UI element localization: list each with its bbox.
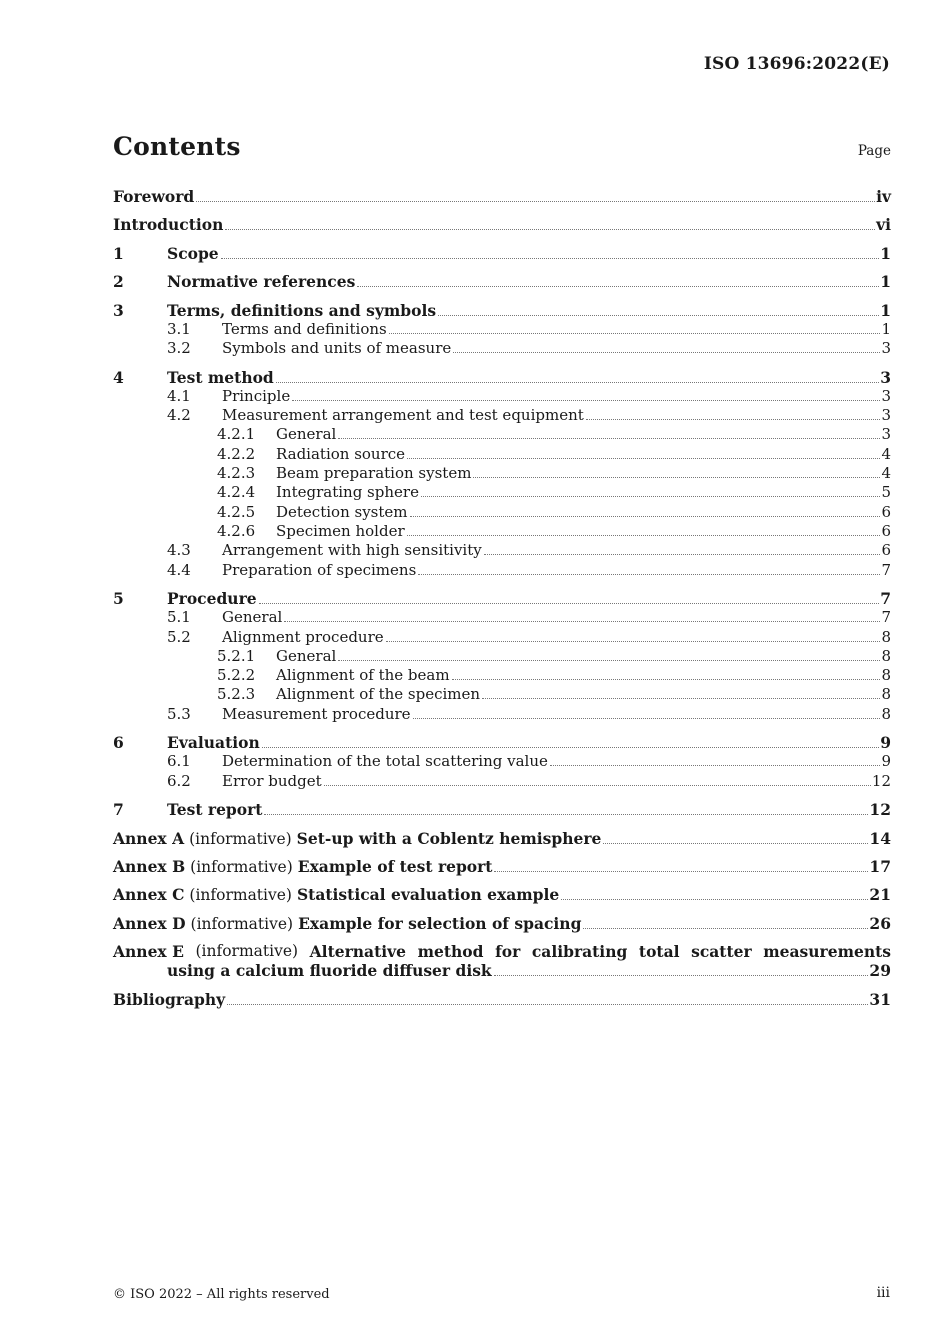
page-number: 12 [871,772,891,790]
toc-entry-annex[interactable] [113,857,891,876]
toc-entry[interactable] [113,561,891,580]
section-title: Alignment of the specimen [276,685,481,703]
toc-entry[interactable] [113,608,891,627]
dot-leader [494,870,868,872]
page-number: 7 [881,561,891,579]
dot-leader [494,974,869,976]
toc-entry[interactable] [113,272,891,291]
toc-entry[interactable] [113,301,891,320]
page-number: 8 [881,628,891,646]
section-number: 4.2.3 [217,464,256,482]
section-number: 4.2.2 [217,445,256,463]
page-number: 1 [881,320,891,338]
section-number: 4.3 [167,541,191,559]
section-title: Determination of the total scattering value [222,752,548,770]
section-number: 5 [113,589,124,608]
page-number: 1 [880,301,891,320]
toc-entry[interactable] [113,752,891,771]
dot-leader [292,399,880,401]
annex-title: Statistical evaluation example [296,885,560,904]
annex-e-word: calibrating [531,942,628,961]
section-title: Integrating sphere [276,483,419,501]
dot-leader [276,381,879,383]
section-title: Terms, definitions and symbols [167,301,437,320]
document-id: ISO 13696:2022(E) [703,54,890,74]
annex-type: (informative) [189,830,292,848]
section-title: Error budget [222,772,322,790]
toc-entry-annex[interactable] [113,829,891,848]
annex-e-title-continued: using a calcium fluoride diffuser disk [167,961,492,980]
dot-leader [586,418,881,420]
section-title: Measurement procedure [222,705,411,723]
dot-leader [453,351,880,353]
section-title: Arrangement with high sensitivity [222,541,482,559]
section-title: Radiation source [276,445,406,463]
dot-leader [421,495,881,497]
section-title: Scope [167,244,219,263]
section-title: General [276,647,337,665]
page-number: 9 [880,733,891,752]
annex-e-page: 29 [869,961,891,980]
section-title: Alignment of the beam [276,666,450,684]
toc-entry[interactable] [113,320,891,339]
page-number: 3 [880,368,891,387]
page-number: 1 [880,272,891,291]
toc-entry-annex[interactable] [113,914,891,933]
page-number: 12 [869,800,891,819]
dot-leader [561,898,868,900]
annex-label: Annex D [113,914,186,933]
section-title: Measurement arrangement and test equipment [222,406,584,424]
toc-entry[interactable] [113,368,891,387]
section-title: General [222,608,283,626]
section-number: 4.2 [167,406,191,424]
dot-leader [221,257,880,259]
section-number: 4.2.5 [217,503,256,521]
toc-entry[interactable] [113,215,891,234]
section-title: Alignment procedure [222,628,384,646]
annex-title: Set-up with a Coblentz hemisphere [296,829,602,848]
section-title: General [276,425,337,443]
contents-title: Contents [113,132,241,161]
section-number: 6.1 [167,752,191,770]
dot-leader [264,813,868,815]
section-title: Symbols and units of measure [222,339,452,357]
dot-leader [583,927,868,929]
toc-entry[interactable] [113,772,891,791]
annex-title: Example for selection of spacing [298,914,582,933]
dot-leader [196,200,875,202]
page-number: 26 [869,914,891,933]
toc-entry[interactable] [113,647,891,666]
page-number: 14 [869,829,891,848]
annex-e-word: measurements [763,942,891,961]
page-number: 7 [881,608,891,626]
dot-leader [338,659,880,661]
page-number: 8 [881,666,891,684]
toc-entry[interactable] [113,705,891,724]
section-number: 5.1 [167,608,191,626]
page-number: 17 [869,857,891,876]
page-number: 4 [881,464,891,482]
section-number: 5.2 [167,628,191,646]
dot-leader [225,228,875,230]
toc-entry-annex-e[interactable] [113,942,891,980]
section-number: 6.2 [167,772,191,790]
annex-label: Annex C [113,885,185,904]
dot-leader [389,332,881,334]
annex-e-title-line1 [113,942,891,961]
toc-entry[interactable] [113,339,891,358]
page-number: 4 [881,445,891,463]
section-number: 4.2.6 [217,522,256,540]
toc-entry[interactable] [113,483,891,502]
annex-type: (informative) [190,915,294,933]
annex-e-word: method [417,942,484,961]
page-number: 1 [880,244,891,263]
dot-leader [484,553,881,555]
toc-entry[interactable] [113,628,891,647]
section-number: 4.1 [167,387,191,405]
section-number: 3 [113,301,124,320]
toc-entry[interactable] [113,244,891,263]
section-number: 4.4 [167,561,191,579]
annex-type: (informative) [189,886,292,904]
dot-leader [418,573,880,575]
section-number: 3.2 [167,339,191,357]
section-number: 4 [113,368,124,387]
dot-leader [262,746,879,748]
annex-label: Annex B [113,857,186,876]
section-title: Foreword [113,187,195,206]
toc-entry[interactable] [113,187,891,206]
toc-entry[interactable] [113,425,891,444]
page-number: 21 [869,885,891,904]
dot-leader [357,285,879,287]
toc-entry-annex[interactable] [113,885,891,904]
section-number: 5.3 [167,705,191,723]
section-title: Procedure [167,589,257,608]
page-number: vi [876,215,891,234]
annex-type: (informative) [190,858,293,876]
dot-leader [324,784,871,786]
bibliography-title: Bibliography [113,990,226,1009]
annex-e-type: (informative) [195,942,299,960]
section-title: Specimen holder [276,522,405,540]
contents-title-row [113,132,891,166]
annex-e-word: total [638,942,680,961]
dot-leader [259,602,880,604]
annex-e-label: Annex E [113,942,184,961]
page-number: 6 [881,541,891,559]
toc-entry-bibliography[interactable] [113,990,891,1009]
dot-leader [407,457,880,459]
toc-entry[interactable] [113,733,891,752]
page-number: 9 [881,752,891,770]
dot-leader [482,697,880,699]
section-title: Test report [167,800,263,819]
dot-leader [550,764,881,766]
toc-entry[interactable] [113,800,891,819]
page-number: 7 [880,589,891,608]
dot-leader [407,534,881,536]
page-number: 6 [881,522,891,540]
footer-copyright: © ISO 2022 – All rights reserved [113,1287,330,1302]
page-number: 8 [881,685,891,703]
toc-entry[interactable] [113,406,891,425]
section-number: 1 [113,244,124,263]
annex-label: Annex A [113,829,185,848]
toc-entry[interactable] [113,522,891,541]
page-number: 8 [881,705,891,723]
section-number: 5.2.1 [217,647,256,665]
section-title: Normative references [167,272,356,291]
section-title: Beam preparation system [276,464,472,482]
section-number: 4.2.1 [217,425,256,443]
dot-leader [438,314,879,316]
dot-leader [603,842,868,844]
page-number: 3 [881,339,891,357]
dot-leader [413,717,881,719]
annex-e-word: for [495,942,521,961]
section-number: 5.2.2 [217,666,256,684]
page-number: 3 [881,387,891,405]
dot-leader [473,476,880,478]
page-number: 3 [881,406,891,424]
page-column-label: Page [857,143,891,159]
toc-entry[interactable] [113,589,891,608]
page-number: 31 [869,990,891,1009]
dot-leader [284,620,880,622]
section-number: 3.1 [167,320,191,338]
toc-entry[interactable] [113,464,891,483]
section-number: 7 [113,800,124,819]
footer-page-number: iii [876,1285,890,1301]
toc-entry[interactable] [113,503,891,522]
section-title: Evaluation [167,733,260,752]
page-number: 6 [881,503,891,521]
section-title: Principle [222,387,291,405]
section-number: 4.2.4 [217,483,256,501]
annex-title: Example of test report [297,857,493,876]
toc-entry[interactable] [113,387,891,406]
dot-leader [410,515,881,517]
dot-leader [227,1003,868,1005]
dot-leader [338,437,880,439]
section-number: 2 [113,272,124,291]
toc-entry[interactable] [113,685,891,704]
section-number: 5.2.3 [217,685,256,703]
page-number: 8 [881,647,891,665]
annex-e-title-line2 [113,961,891,980]
toc-entry[interactable] [113,445,891,464]
section-title: Preparation of specimens [222,561,417,579]
annex-e-word: scatter [691,942,752,961]
annex-e-word: Alternative [309,942,406,961]
section-title: Test method [167,368,274,387]
page-number: 5 [881,483,891,501]
section-number: 6 [113,733,124,752]
dot-leader [386,640,881,642]
page-number: 3 [881,425,891,443]
section-title: Terms and definitions [222,320,387,338]
dot-leader [452,678,881,680]
toc-entry[interactable] [113,666,891,685]
section-title: Introduction [113,215,224,234]
toc-entry[interactable] [113,541,891,560]
section-title: Detection system [276,503,408,521]
page-number: iv [876,187,891,206]
